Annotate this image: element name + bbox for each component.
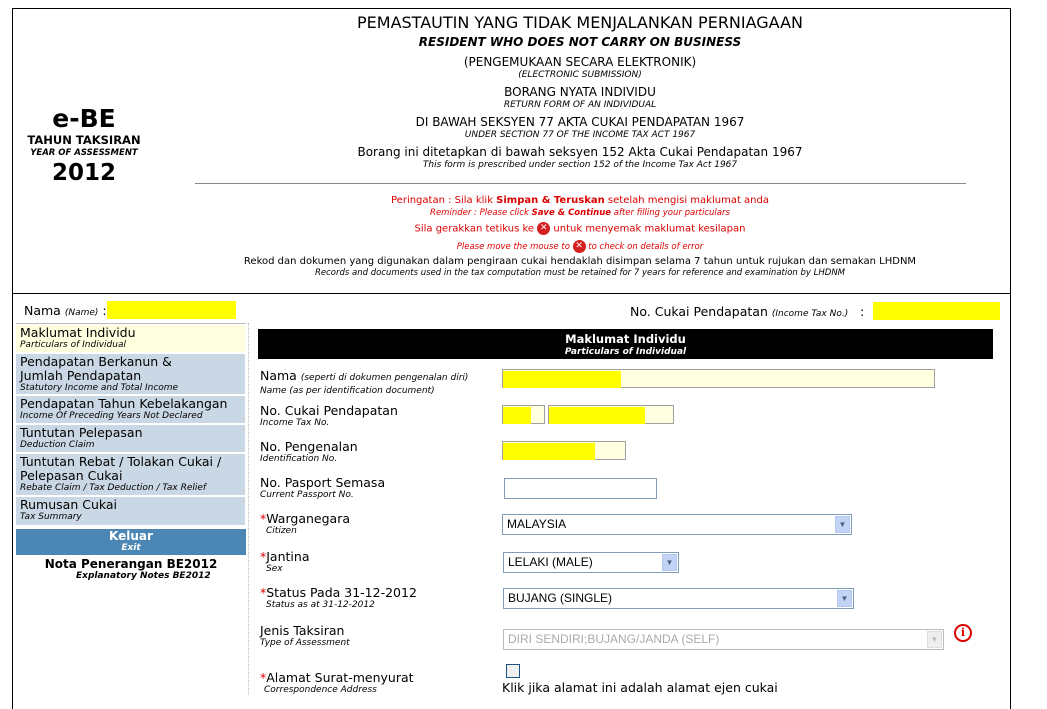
section-text: DI BAWAH SEKSYEN 77 AKTA CUKAI PENDAPATAN 1967 bbox=[415, 115, 745, 129]
section-header bbox=[258, 329, 993, 359]
ic-label bbox=[260, 439, 358, 465]
reminder-en bbox=[190, 208, 970, 218]
records-notice: Rekod dan dokumen yang digunakan dalam pengiraan cukai hendaklah disimpan selama 7 tahun untuk rujukan dan semakan LHDNM bbox=[243, 256, 917, 267]
t: untuk menyemak maklumat kesilapan bbox=[550, 223, 746, 235]
t: Nota Penerangan BE2012 bbox=[44, 557, 218, 571]
t: : bbox=[102, 303, 107, 318]
nav-item-particulars[interactable] bbox=[16, 325, 245, 354]
taxno-prefix-input[interactable] bbox=[502, 405, 545, 424]
chevron-down-icon: ▼ bbox=[927, 631, 942, 648]
t: Income Of Preceding Years Not Declared bbox=[20, 411, 203, 421]
x-circle-icon: ✕ bbox=[537, 222, 550, 235]
t: Save & Continue bbox=[531, 208, 612, 218]
t: : bbox=[860, 304, 865, 319]
assessment-year: 2012 bbox=[51, 160, 116, 186]
t: DIRI SENDIRI;BUJANG/JANDA (SELF) bbox=[508, 632, 720, 646]
t: (seperti di dokumen pengenalan diri) bbox=[300, 373, 469, 383]
taxno-value-redacted bbox=[873, 302, 1000, 320]
assessment-label bbox=[260, 623, 350, 649]
t: Income Tax No. bbox=[260, 418, 330, 428]
passport-label bbox=[260, 475, 385, 501]
nav-item-deduction[interactable] bbox=[16, 425, 245, 454]
required-mark: * bbox=[260, 585, 267, 600]
info-icon[interactable]: i bbox=[954, 624, 972, 642]
t: setelah mengisi maklumat anda bbox=[604, 195, 769, 206]
t: LELAKI (MALE) bbox=[508, 555, 593, 569]
t: Jantina bbox=[266, 549, 310, 564]
t: Tuntutan Pelepasan bbox=[20, 425, 143, 440]
t: Status Pada 31-12-2012 bbox=[266, 585, 417, 600]
required-mark: * bbox=[260, 511, 267, 526]
t: Correspondence Address bbox=[264, 685, 377, 695]
chevron-down-icon: ▼ bbox=[837, 590, 852, 607]
t: to check on details of error bbox=[585, 242, 704, 252]
t: Rebate Claim / Tax Deduction / Tax Relief bbox=[20, 483, 207, 493]
sex-select[interactable] bbox=[503, 552, 679, 573]
t: Exit bbox=[121, 543, 141, 553]
nav-item-statutory-income[interactable] bbox=[16, 354, 245, 396]
explanatory-notes-link[interactable] bbox=[16, 557, 246, 582]
year-label-en: YEAR OF ASSESSMENT bbox=[30, 148, 138, 158]
t: (Name) bbox=[64, 308, 99, 318]
exit-button[interactable] bbox=[16, 529, 246, 555]
tax-agent-address-checkbox[interactable] bbox=[506, 664, 520, 678]
ebe-logo: e-BE bbox=[52, 104, 116, 133]
submission-text: (PENGEMUKAAN SECARA ELEKTRONIK) bbox=[463, 55, 697, 69]
form-title-en: RESIDENT WHO DOES NOT CARRY ON BUSINESS bbox=[418, 35, 742, 49]
t: Deduction Claim bbox=[20, 440, 95, 450]
chevron-down-icon: ▼ bbox=[662, 554, 677, 571]
t: Citizen bbox=[266, 526, 297, 536]
prescribed-text-en: This form is prescribed under section 152 of the Income Tax Act 1967 bbox=[422, 160, 738, 170]
t: Name (as per identification document) bbox=[260, 386, 435, 396]
t: Explanatory Notes BE2012 bbox=[76, 571, 211, 581]
t: (Income Tax No.) bbox=[771, 309, 849, 319]
t: Simpan & Teruskan bbox=[496, 195, 605, 206]
nav-item-rebate[interactable] bbox=[16, 454, 245, 497]
t: Nama bbox=[260, 368, 301, 383]
error-hint-en bbox=[190, 240, 970, 253]
name-value-redacted bbox=[107, 301, 236, 319]
t: No. Pasport Semasa bbox=[260, 475, 386, 490]
nav-item-tax-summary[interactable] bbox=[16, 497, 245, 527]
taxno-number-input[interactable] bbox=[548, 405, 674, 424]
t: Jenis Taksiran bbox=[260, 623, 345, 638]
t: MALAYSIA bbox=[507, 517, 567, 531]
t: BUJANG (SINGLE) bbox=[508, 591, 613, 605]
sex-label bbox=[260, 549, 309, 575]
t: Rumusan Cukai bbox=[20, 497, 118, 512]
required-mark: * bbox=[260, 670, 267, 685]
t: Pendapatan Berkanun & Jumlah Pendapatan bbox=[20, 354, 172, 383]
name-label bbox=[260, 368, 468, 397]
t: Current Passport No. bbox=[260, 490, 354, 500]
records-notice-en: Records and documents used in the tax computation must be retained for 7 years for reference and examination by LHDNM bbox=[314, 268, 846, 278]
t: Please move the mouse to bbox=[456, 242, 573, 252]
t: No. Cukai Pendapatan bbox=[630, 304, 772, 319]
ic-input[interactable] bbox=[502, 441, 626, 460]
t: Pendapatan Tahun Kebelakangan bbox=[20, 396, 228, 411]
address-label bbox=[260, 670, 414, 696]
passport-input[interactable] bbox=[504, 478, 657, 499]
assessment-select-disabled bbox=[503, 629, 944, 650]
name-info bbox=[24, 303, 107, 318]
t: Sila gerakkan tetikus ke bbox=[414, 223, 538, 235]
t: Alamat Surat-menyurat bbox=[266, 670, 414, 685]
t: Maklumat Individu bbox=[565, 332, 686, 346]
t: Tuntutan Rebat / Tolakan Cukai / Pelepasan Cukai bbox=[20, 454, 222, 483]
t: Maklumat Individu bbox=[20, 325, 136, 340]
checkbox-label: Klik jika alamat ini adalah alamat ejen cukai bbox=[502, 680, 778, 695]
nav-divider bbox=[248, 323, 249, 695]
t: Type of Assessment bbox=[260, 638, 350, 648]
t: Status as at 31-12-2012 bbox=[266, 600, 375, 610]
citizen-select[interactable] bbox=[502, 514, 852, 535]
section-text-en: UNDER SECTION 77 OF THE INCOME TAX ACT 1967 bbox=[464, 130, 696, 140]
t: Identification No. bbox=[260, 454, 338, 464]
t: Keluar bbox=[109, 529, 153, 543]
taxno-label bbox=[260, 403, 398, 429]
citizen-label bbox=[260, 511, 350, 537]
t: Statutory Income and Total Income bbox=[20, 383, 179, 393]
prescribed-text: Borang ini ditetapkan di bawah seksyen 152 Akta Cukai Pendapatan 1967 bbox=[357, 145, 803, 159]
t: Warganegara bbox=[266, 511, 350, 526]
t: Reminder : Please click bbox=[430, 208, 532, 218]
submission-text-en: (ELECTRONIC SUBMISSION) bbox=[518, 70, 642, 80]
required-mark: * bbox=[260, 549, 267, 564]
taxno-info bbox=[630, 304, 864, 319]
status-label bbox=[260, 585, 417, 611]
status-select[interactable] bbox=[503, 588, 854, 609]
t: No. Pengenalan bbox=[260, 439, 358, 454]
t: No. Cukai Pendapatan bbox=[260, 403, 398, 418]
name-input[interactable] bbox=[502, 369, 935, 388]
t: after filling your particulars bbox=[611, 208, 730, 218]
t: Particulars of Individual bbox=[564, 347, 687, 357]
header-divider bbox=[12, 293, 1010, 294]
form-name: BORANG NYATA INDIVIDU bbox=[504, 85, 656, 99]
t: Particulars of Individual bbox=[20, 340, 126, 350]
nav-top-rule bbox=[16, 323, 246, 324]
year-label: TAHUN TAKSIRAN bbox=[27, 133, 141, 147]
form-title: PEMASTAUTIN YANG TIDAK MENJALANKAN PERNIAGAAN bbox=[357, 13, 803, 32]
t: Tax Summary bbox=[20, 512, 82, 522]
x-circle-icon: ✕ bbox=[573, 240, 586, 253]
t: Sex bbox=[266, 564, 283, 574]
nav-item-preceding-years[interactable] bbox=[16, 396, 245, 425]
t: Nama bbox=[24, 303, 65, 318]
error-hint-ms bbox=[190, 222, 970, 235]
header-rule bbox=[195, 183, 966, 184]
form-name-en: RETURN FORM OF AN INDIVIDUAL bbox=[503, 100, 657, 110]
reminder-ms bbox=[190, 195, 970, 206]
t: Peringatan : Sila klik bbox=[391, 195, 497, 206]
chevron-down-icon: ▼ bbox=[835, 516, 850, 533]
